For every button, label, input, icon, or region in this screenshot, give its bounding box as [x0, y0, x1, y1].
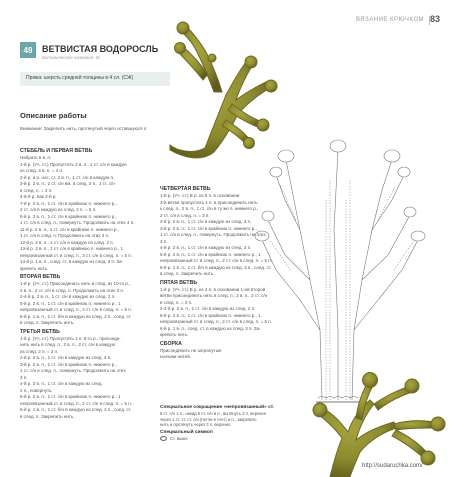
instruction-line: в след. п. = 3 п. — [20, 187, 53, 193]
oval-symbol-icon — [160, 436, 167, 441]
instruction-line: непровязанный ст. в след. п., 3 ст. с/н в след. п. = 5 п. — [20, 252, 132, 258]
section-heading: СТЕБЕЛЬ И ПЕРВАЯ ВЕТВЬ — [20, 148, 93, 154]
section-heading: ПЯТАЯ ВЕТВЬ — [160, 279, 198, 286]
instructions-column-1 — [20, 146, 165, 420]
instruction-line: 3-й ветви пропустить 1 п. и присоединить нить — [160, 199, 258, 205]
symbol-label: Ст. выше — [170, 435, 188, 441]
instruction-line: 2-й р. и р. нос. ст. 2 в. п., 1 ст. с/н в каждую п. — [20, 174, 115, 180]
instruction-line: Присоединить не затронутые — [160, 347, 222, 353]
section-heading: ВТОРАЯ ВЕТВЬ — [20, 274, 61, 280]
instruction-line: 7-й р. 2 в. п., 1 ст. с/н в крайнюю п. нижнего р., — [20, 200, 117, 206]
instruction-line: 6-й р. 1 в. п., 1 ст. б/н в каждую из след. 3 п., соед. ст. — [20, 313, 132, 319]
instruction-line: 3-й р. 2 в. п., 1 ст. с/н в крайнюю п. нижнего р., — [160, 225, 257, 231]
instruction-line: 14-й р. 1 в. п., соед. ст. в каждую из след. 3 п. За- — [20, 259, 124, 264]
instruction-line: 5-й р. 2 в. п., 1 ст. с/н в крайнюю п. нижнего р., 1 — [160, 251, 261, 257]
instruction-line: из след. 3 в. п. = 4 п. — [20, 168, 64, 173]
instruction-line: непровязанный ст. в след. п., 2 ст. с/н в след. п. = 5 п. — [160, 319, 272, 324]
instruction-line: 1-й р. (Уч. ст.) В р. из 5 п. в основании — [160, 193, 240, 198]
instruction-line: 5-й р. 2 в. п., 1 ст. с/н в крайнюю п. нижнего р., 1 — [160, 312, 261, 318]
yarn-info-box — [20, 72, 170, 86]
instruction-line: 1 ст. с/н в след. п. Продолжить на этих 3 п. — [20, 233, 110, 238]
instruction-line: 12-й р. 2 в. п., 1 ст. с/н в каждую из след. 2 п. — [20, 239, 114, 245]
abbreviation-line: через 1 ст. ст. ст. с/н (петли в счет) и п., закрепить — [160, 416, 257, 422]
instruction-line: 1-й р. (Уч. ст.) Пропустить 2 в. п., 1 ст. с/н в каждую — [20, 161, 127, 167]
yarn-text: Пряжа: шерсть средней толщины в 4 сл. (СЖ) — [26, 75, 134, 81]
instruction-line: 8-й р. 2 в. п., 1 ст. с/н в крайнюю п. нижнего р., — [20, 213, 117, 219]
instruction-line: непровязанный ст. в след. п., 2 ст. с/н в след. п. = 5 п. — [160, 258, 272, 263]
instruction-line: крепить нить. — [20, 265, 49, 271]
abbreviation-line: 5 ст. с/н 1 п., накид 5 ст. с/н в п., вытянуть 3 п. верхнее — [160, 411, 267, 416]
seaweed-photo-bottom — [313, 373, 445, 477]
symbol-heading: Специальный символ — [160, 429, 213, 435]
instruction-line: Набрать 5 в. п. — [20, 155, 52, 160]
section-heading: ЧЕТВЕРТАЯ ВЕТВЬ — [160, 186, 211, 192]
abbreviation-text — [160, 411, 300, 428]
instruction-line: 1-й р. (Уч. ст.) В р. из 4 п. в основании 1-ей второй — [160, 286, 266, 292]
pattern-number-badge: 49 — [20, 42, 36, 58]
instruction-line: 1-й р. (Уч. ст.) Присоединить нить в след. из 10-го р., — [20, 281, 131, 286]
instruction-line: 1 ст. с/н в след. п., повернуть. Продолжить на этих — [20, 368, 126, 373]
description-heading: Описание работы — [20, 111, 87, 120]
instruction-line: 1 ст. с/н в след. п., повернуть. Продолжить на этих — [160, 232, 266, 237]
note-text: Внимание: Закрепить нить, протянутый через оставшуюся п. — [20, 126, 148, 131]
instruction-line: нить нить в след. п., 2 в. п., 2 ст. с/н в каждую — [20, 342, 116, 347]
instruction-line: кончики нитей. — [160, 354, 191, 359]
instructions-column-2 — [160, 184, 300, 361]
source-url: http://sudaruchka.com/ — [362, 463, 423, 469]
instruction-line: 4-6-й р. Как 2-й р. — [20, 194, 57, 199]
instruction-line: 6-й р. 1 в. п., 1 ст. б/н в каждую из след. 2 п., соед. ст. — [20, 407, 132, 412]
instruction-line: 4-й р. 2 в. п., 1 ст. с/н в каждую из след. 2 п. — [160, 245, 252, 250]
instruction-line: 3-й р. 2 в. п., 2 ст. с/н вм. в след. 2 п., 1 ст. с/н — [20, 181, 115, 186]
instruction-line: 2 ст. с/н в каждую из след. 2 п. = 5 п. — [20, 207, 97, 212]
instruction-line: в след. п. Закрепить нить. — [160, 271, 215, 276]
pattern-subtitle: Ботаническое название: М — [42, 55, 100, 60]
instruction-line: 3 п. — [160, 238, 168, 244]
instruction-line: 2 ст. с/н в след. п. = 3 п. — [160, 212, 210, 218]
instruction-line: из след. 2 п. = 3 п. — [20, 348, 59, 354]
section-heading: ТРЕТЬЯ ВЕТВЬ — [20, 328, 60, 335]
special-abbreviation-box — [160, 405, 300, 441]
instruction-line: 5-й р. 2 в. п., 1 ст. с/н в крайнюю п. нижнего р., 1 — [20, 300, 121, 306]
instruction-line: 6-й р. 1 в. п., 1 ст. б/н в каждую из след. 3 п., соед. ст. — [160, 264, 272, 270]
instruction-line: 2 в. п., 2 ст. с/н в след. п. Продолжить на этих 3 п. — [20, 287, 125, 293]
instruction-line: 2-4-й р. 2 в. п., 1 ст. с/н в каждую из след. 2 п. — [20, 294, 116, 299]
instruction-line: 11-й р. 2 в. п., 1 ст. с/н в крайнюю п. нижнего р., — [20, 226, 119, 232]
instruction-line: 2-4-й р. 2 в. п., 1 ст. с/н в каждую из след. 2 п. — [160, 306, 256, 311]
instruction-line: ветви присоединить нить в след. п., 2 в. п., 2 ст. с/н — [160, 293, 268, 298]
instruction-line: 2 п., повернуть. — [20, 387, 53, 393]
instruction-line: 2-й р. 2 в. п., 1 ст. с/н в каждую из след. 4 п. — [20, 355, 112, 360]
abbreviation-heading: Специальное сокращение «непровязанный» ст. — [160, 405, 275, 410]
instruction-line: 5-й р. 2 в. п., 1 ст. с/н в крайнюю п. нижнего р., 1 — [20, 394, 121, 399]
instruction-line: непровязанный ст. в след. п., 2 ст. с/н в след. п. = 5 п. — [20, 400, 132, 406]
instruction-line: непровязанный ст. в след. п., 2 ст. с/н в след. п. = 5 п. — [20, 307, 132, 312]
instruction-line: в след. п. Закрепить нить. — [20, 413, 75, 419]
instruction-line: 2-й р. 2 в. п., 1 ст. с/н в каждую из след. 3 п. — [160, 219, 252, 224]
instruction-line: 1 ст. с/н в след. п., повернуть. Продолжить на этих 4 п. — [20, 220, 135, 225]
instruction-line: 6-й р. 1 в. п., соед. ст. в каждую из след. 3 п. За- — [160, 325, 261, 331]
instruction-line: 3 п. — [20, 374, 28, 380]
seaweed-photo-top — [170, 22, 277, 158]
instruction-line: 3-й р. 2 в. п., 1 ст. с/н в крайнюю п. нижнего р., — [20, 361, 117, 367]
page-header — [0, 14, 460, 30]
abbreviation-line: нить и протянуть через 3 п. верхних. — [160, 422, 232, 427]
symbol-legend — [160, 436, 300, 441]
instruction-line: 1-й р. (Уч. ст.) Пропустить 1 п. 8-го р., присоеди- — [20, 335, 121, 341]
pattern-title-block — [20, 42, 170, 74]
pattern-title: ВЕТВИСТАЯ ВОДОРОСЛЬ — [42, 44, 159, 54]
instruction-line: в след. п. Закрепить нить. — [20, 320, 75, 325]
section-heading: СБОРКА — [160, 340, 182, 347]
instruction-line: в след. п. = 3 п. — [160, 299, 193, 305]
section-title: ВЯЗАНИЕ КРЮЧКОМ — [355, 17, 424, 23]
instruction-line: 13-й р. 2 в. п., 1 ст. с/н в крайнюю п. нижнего р., 1 — [20, 246, 124, 251]
instruction-line: к след. п., 2 в. п., 1 ст. с/н в ту же п. нижнего р., — [160, 206, 259, 211]
page-number: 83 — [429, 14, 440, 24]
instruction-line: 4-й р. 2 в. п., 1 ст. с/н в каждую из след. — [20, 381, 103, 386]
instruction-line: крепить нить. — [160, 332, 189, 337]
